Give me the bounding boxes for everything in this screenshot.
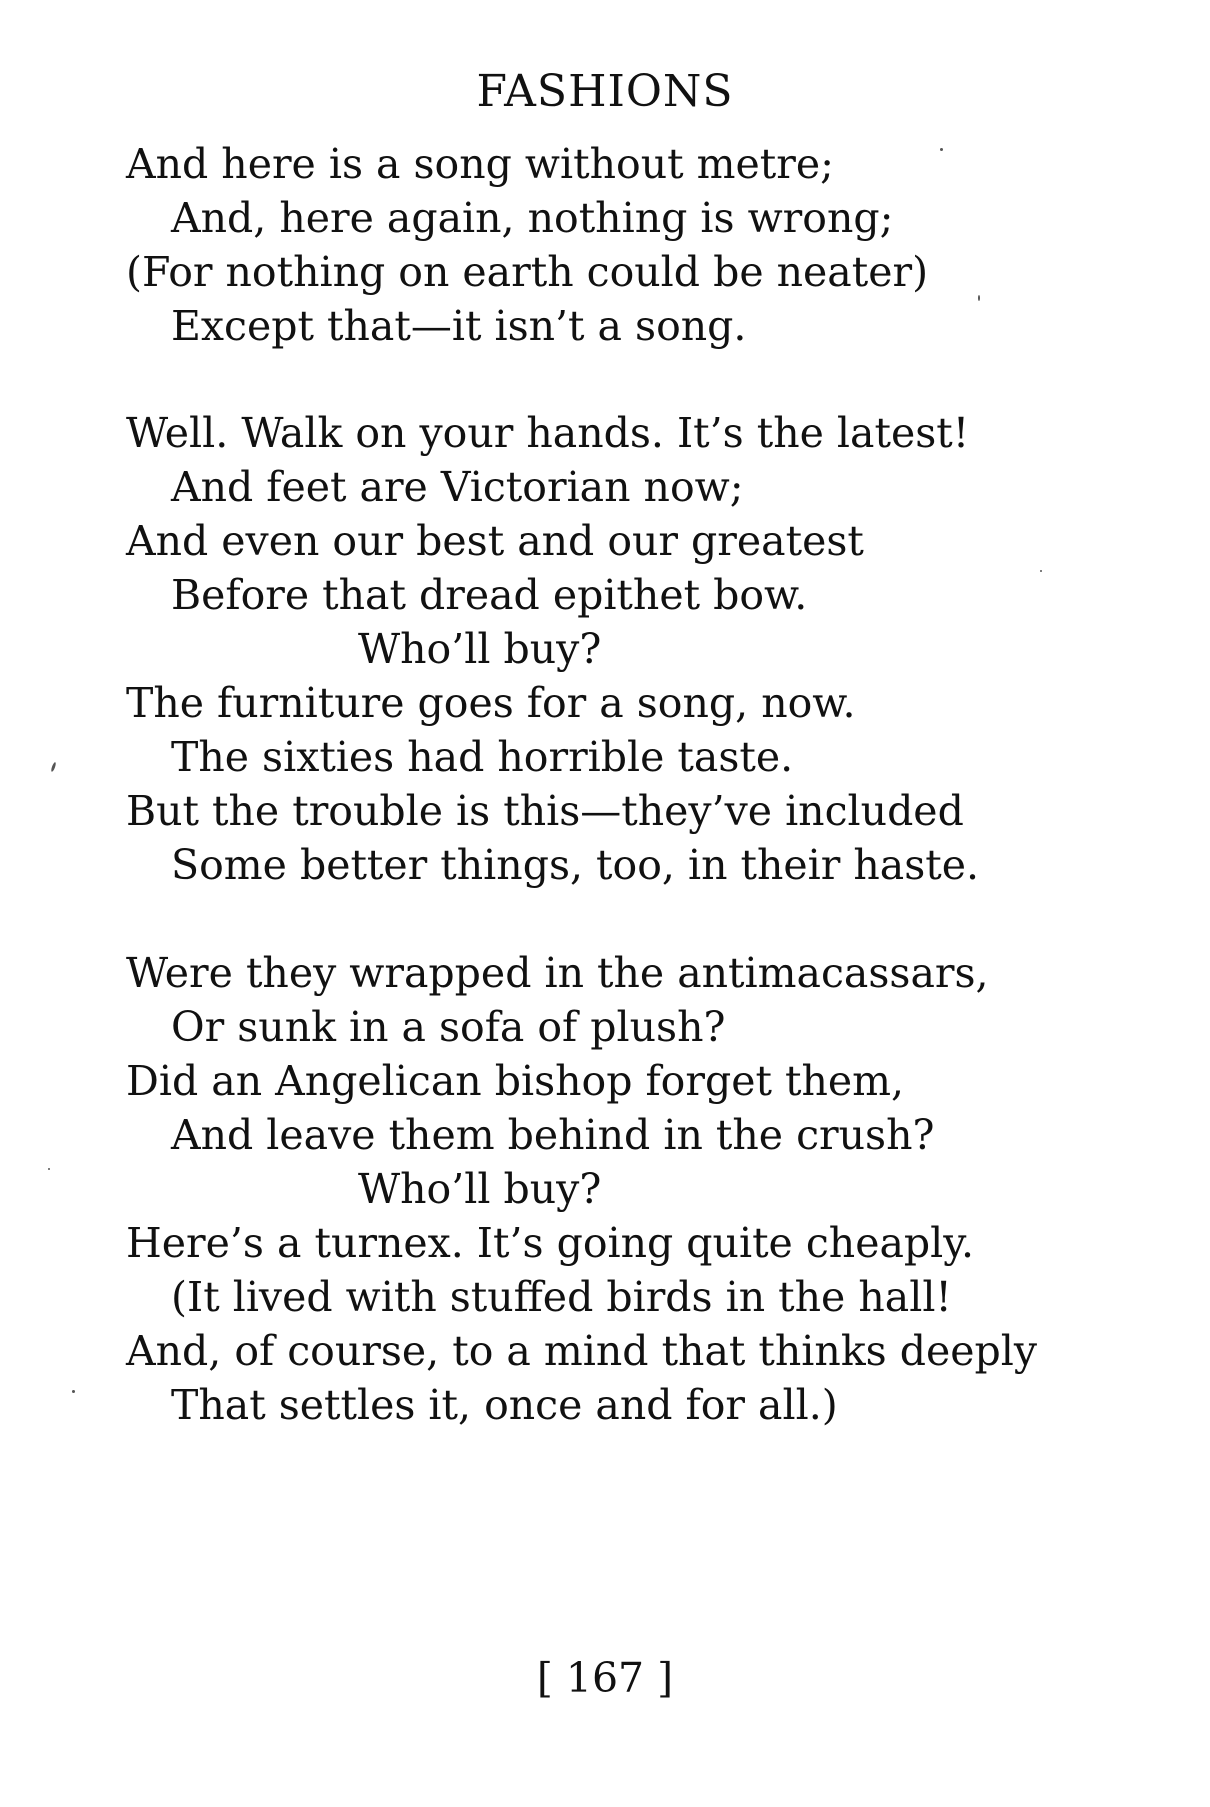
poem-line: Were they wrapped in the antimacassars,: [126, 949, 989, 997]
poem-line: Here’s a turnex. It’s going quite cheaply.: [126, 1219, 975, 1267]
page-number: [ 167 ]: [536, 1654, 674, 1702]
poem-refrain: Who’ll buy?: [358, 1165, 602, 1213]
poem-title: FASHIONS: [476, 66, 734, 117]
poem-line: And, here again, nothing is wrong;: [171, 194, 894, 242]
poem-line: The sixties had horrible taste.: [171, 733, 794, 781]
poem-line: And feet are Victorian now;: [171, 463, 744, 511]
scan-speck: [978, 295, 980, 301]
poem-line: But the trouble is this—they’ve included: [126, 787, 964, 835]
poem-line: Except that—it isn’t a song.: [171, 302, 747, 350]
scan-speck: [72, 1390, 75, 1393]
poem-line: That settles it, once and for all.): [171, 1381, 838, 1429]
poem-refrain: Who’ll buy?: [358, 625, 602, 673]
scan-speck: [50, 762, 56, 772]
poem-line: The furniture goes for a song, now.: [126, 679, 856, 727]
poem-line: And even our best and our greatest: [126, 517, 864, 565]
poem-line: And here is a song without metre;: [126, 140, 834, 188]
scan-speck: [1040, 570, 1042, 572]
poem-line: Before that dread epithet bow.: [171, 571, 808, 619]
poem-line: Or sunk in a sofa of plush?: [171, 1003, 726, 1051]
poem-line: (For nothing on earth could be neater): [126, 248, 929, 296]
scan-speck: [48, 1168, 50, 1170]
poem-line: (It lived with stuffed birds in the hall!: [171, 1273, 952, 1321]
poem-line: Did an Angelican bishop forget them,: [126, 1057, 905, 1105]
poem-line: Some better things, too, in their haste.: [171, 841, 980, 889]
poem-line: Well. Walk on your hands. It’s the latest!: [126, 409, 970, 457]
poem-line: And, of course, to a mind that thinks deeply: [126, 1327, 1038, 1375]
scan-speck: [940, 148, 943, 151]
poem-line: And leave them behind in the crush?: [171, 1111, 935, 1159]
